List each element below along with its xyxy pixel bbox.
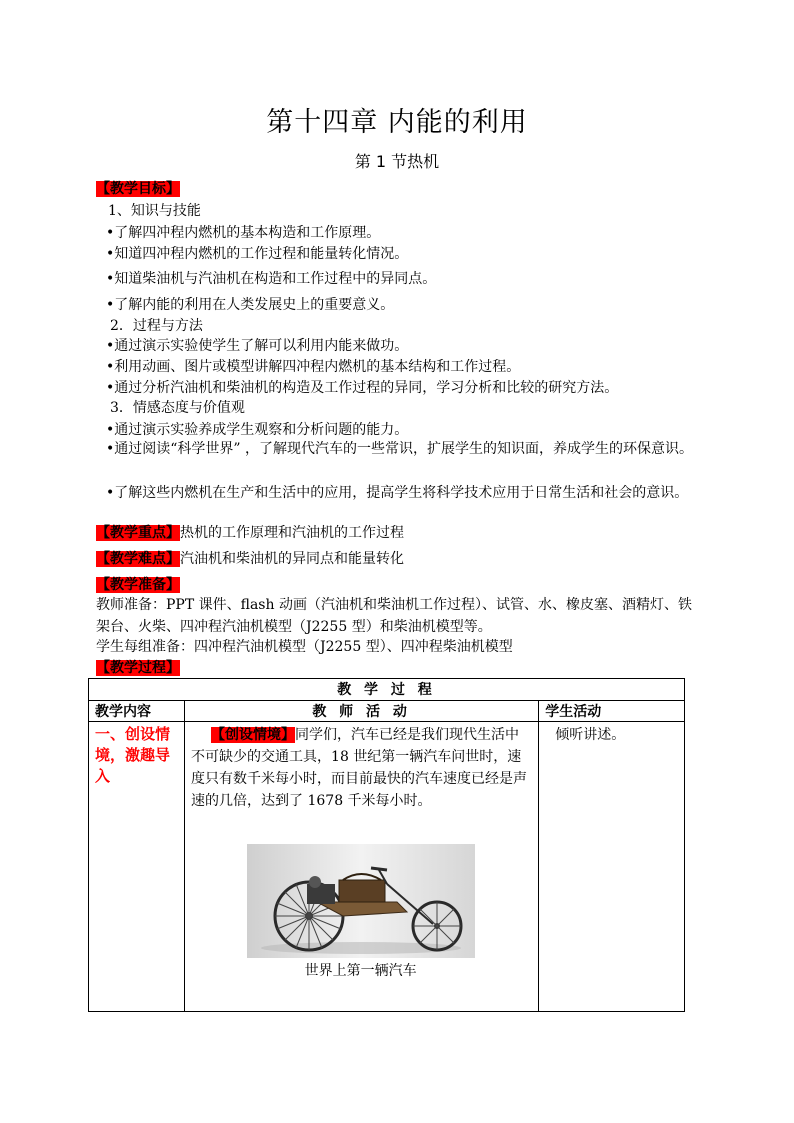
column-header-student: 学生活动 xyxy=(539,701,685,722)
objective-item: •了解这些内燃机在生产和生活中的应用，提高学生将科学技术应用于日常生活和社会的意识。 xyxy=(106,485,689,501)
objectives-heading xyxy=(96,179,706,199)
objective-item: •利用动画、图片或模型讲解四冲程内燃机的基本结构和工作过程。 xyxy=(106,359,521,375)
objective-item: •了解内能的利用在人类发展史上的重要意义。 xyxy=(106,297,395,313)
objective-item: •知道柴油机与汽油机在构造和工作过程中的异同点。 xyxy=(106,271,437,287)
focus-line xyxy=(96,523,706,543)
process-heading xyxy=(96,658,706,678)
table-row-content: 一、创设情境，激趣导入 xyxy=(89,722,185,1012)
first-car-photo xyxy=(247,844,475,958)
scenario-tag: 【创设情境】 xyxy=(211,727,296,743)
difficulty-heading: 【教学难点】 xyxy=(96,551,180,567)
objective-item: •通过分析汽油机和柴油机的构造及工作过程的异同，学习分析和比较的研究方法。 xyxy=(106,380,619,396)
teacher-activity-text xyxy=(191,724,530,812)
objective-item: •通过演示实验养成学生观察和分析问题的能力。 xyxy=(106,422,409,438)
teacher-activity-body: 同学们，汽车已经是我们现代生活中不可缺少的交通工具，18 世纪第一辆汽车问世时，速度只有数千米每小时，而目前最快的汽车速度已经是声速的几倍，达到了 1678 千米每小时。 xyxy=(191,727,528,809)
preparation-heading xyxy=(96,575,706,595)
objective-item: •了解四冲程内燃机的基本构造和工作原理。 xyxy=(106,225,381,241)
process-method-subheading: 2．过程与方法 xyxy=(110,318,203,334)
column-header-teacher: 教 师 活 动 xyxy=(185,701,539,722)
preparation-heading-label: 【教学准备】 xyxy=(96,577,180,593)
process-heading-label: 【教学过程】 xyxy=(96,660,180,676)
objectives-heading-label: 【教学目标】 xyxy=(96,181,180,197)
teaching-process-table xyxy=(88,678,685,1012)
table-row-teacher xyxy=(185,722,539,1012)
table-row-student: 倾听讲述。 xyxy=(539,722,685,1012)
attitude-subheading: 3．情感态度与价值观 xyxy=(110,400,245,416)
objective-item: •通过演示实验使学生了解可以利用内能来做功。 xyxy=(106,338,409,354)
table-title: 教 学 过 程 xyxy=(89,679,685,701)
chapter-title: 第十四章 内能的利用 xyxy=(266,107,528,138)
difficulty-text: 汽油机和柴油机的异同点和能量转化 xyxy=(180,551,404,567)
section-title: 第 1 节热机 xyxy=(354,152,440,171)
teacher-preparation: 教师准备：PPT 课件、flash 动画（汽油机和柴油机工作过程）、试管、水、橡皮塞、酒精灯、铁架台、火柴、四冲程汽油机模型（J2255 型）和柴油机模型等。 xyxy=(96,597,692,635)
difficulty-line xyxy=(96,549,706,569)
student-preparation: 学生每组准备：四冲程汽油机模型（J2255 型）、四冲程柴油机模型 xyxy=(96,639,513,655)
objective-item: •知道四冲程内燃机的工作过程和能量转化情况。 xyxy=(106,246,409,262)
focus-heading: 【教学重点】 xyxy=(96,525,180,541)
focus-text: 热机的工作原理和汽油机的工作过程 xyxy=(180,525,404,541)
column-header-content: 教学内容 xyxy=(89,701,185,722)
objective-item: •通过阅读“科学世界” ，了解现代汽车的一些常识，扩展学生的知识面，养成学生的环保意识。 xyxy=(106,441,694,457)
image-caption: 世界上第一辆汽车 xyxy=(304,963,417,979)
knowledge-subheading: 1、知识与技能 xyxy=(108,203,201,219)
